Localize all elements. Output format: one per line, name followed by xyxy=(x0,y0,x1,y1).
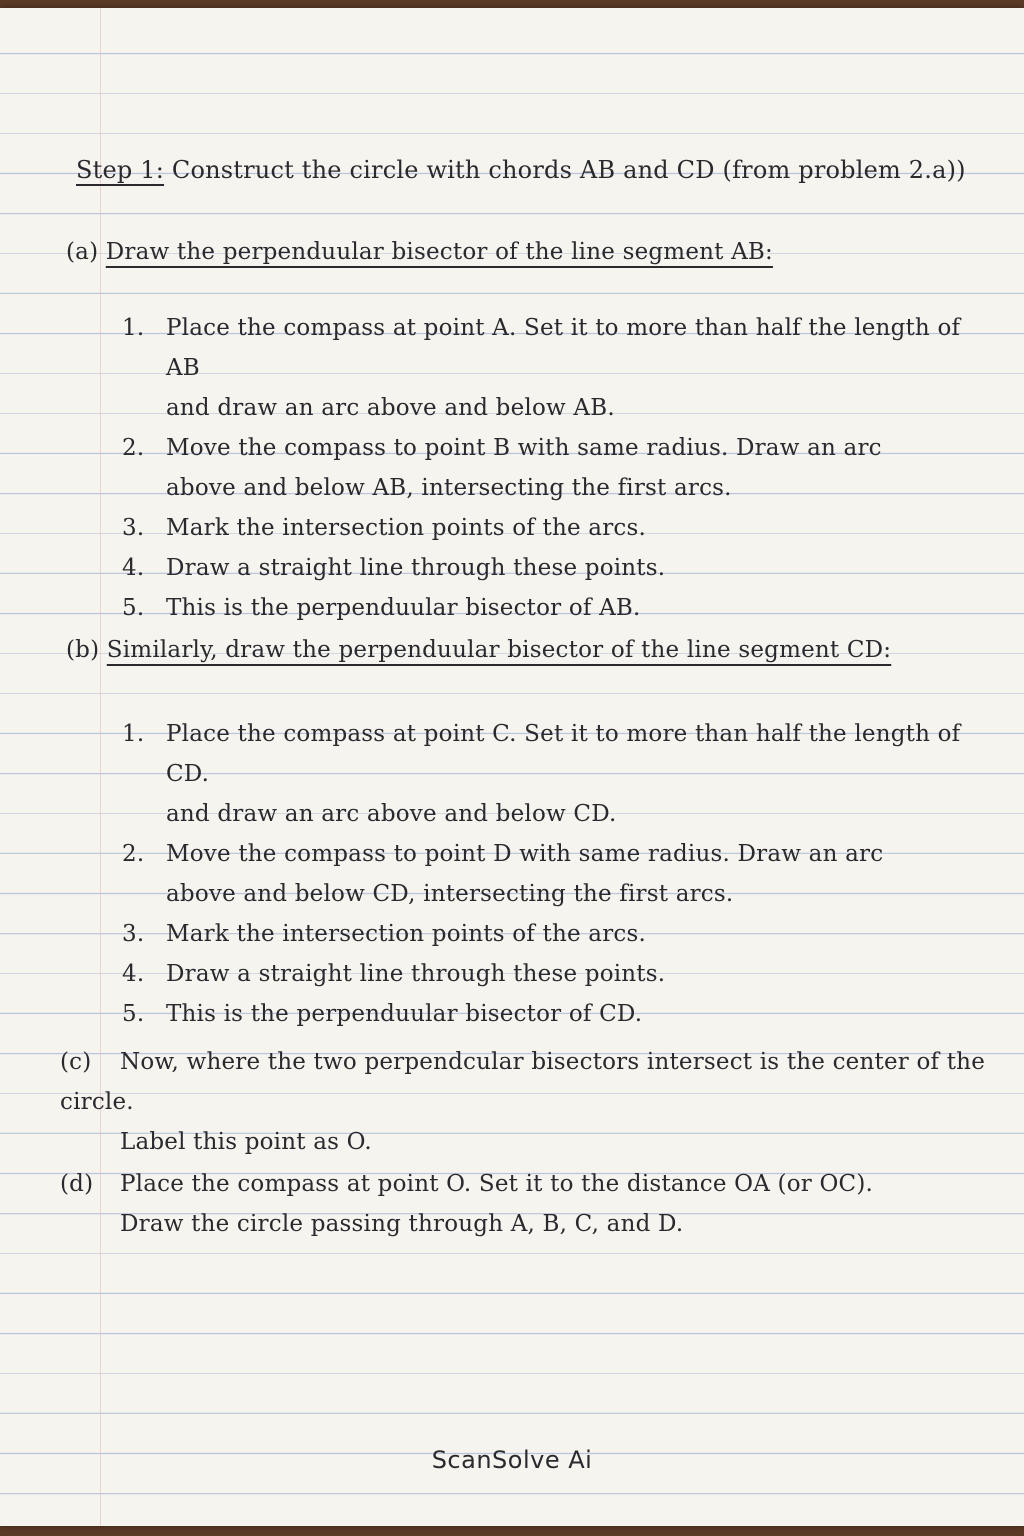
item-number: 2. xyxy=(122,435,145,461)
step-label: Step 1: xyxy=(76,156,165,184)
item-number: 5. xyxy=(122,1001,145,1027)
section-d-text-continued: Draw the circle passing through A, B, C, and D. xyxy=(120,1211,684,1237)
item-text-continued: above and below AB, intersecting the first arcs. xyxy=(166,475,732,501)
item-text: Draw a straight line through these points. xyxy=(166,961,666,987)
section-c-text-continued: Label this point as O. xyxy=(120,1129,372,1155)
item-number: 1. xyxy=(122,721,145,747)
item-text: Move the compass to point B with same radius. Draw an arc xyxy=(166,435,882,461)
item-text: Mark the intersection points of the arcs. xyxy=(166,921,647,947)
list-item xyxy=(122,994,982,1034)
item-text: This is the perpenduular bisector of AB. xyxy=(166,595,641,621)
list-item xyxy=(122,548,982,588)
footer-watermark: ScanSolve Ai xyxy=(431,1446,593,1474)
list-item xyxy=(122,428,982,508)
list-item xyxy=(122,588,982,628)
item-text-continued: above and below CD, intersecting the first arcs. xyxy=(166,881,734,907)
section-c xyxy=(60,1042,1000,1162)
item-text: Draw a straight line through these points. xyxy=(166,555,666,581)
title-text: Construct the circle with chords AB and CD (from problem 2.a)) xyxy=(171,156,966,184)
item-number: 5. xyxy=(122,595,145,621)
item-text-continued: and draw an arc above and below AB. xyxy=(166,395,615,421)
section-b-heading xyxy=(66,630,891,670)
section-b-steps xyxy=(122,714,982,1034)
section-c-text: Now, where the two perpendcular bisectors intersect is the center of the circle. xyxy=(60,1049,986,1115)
list-item xyxy=(122,914,982,954)
section-a-heading xyxy=(66,232,773,272)
section-d xyxy=(60,1164,1000,1244)
section-a-title: Draw the perpenduular bisector of the line segment AB: xyxy=(105,239,773,265)
item-number: 3. xyxy=(122,921,145,947)
section-d-text: Place the compass at point O. Set it to the distance OA (or OC). xyxy=(120,1171,874,1197)
item-number: 2. xyxy=(122,841,145,867)
section-b-label: (b) xyxy=(66,637,100,663)
item-text: Move the compass to point D with same radius. Draw an arc xyxy=(166,841,884,867)
section-a-steps xyxy=(122,308,982,628)
item-number: 4. xyxy=(122,555,145,581)
list-item xyxy=(122,714,982,834)
list-item xyxy=(122,954,982,994)
item-number: 3. xyxy=(122,515,145,541)
item-number: 1. xyxy=(122,315,145,341)
notebook-page xyxy=(0,8,1024,1526)
section-a-label: (a) xyxy=(66,239,99,265)
item-text: Mark the intersection points of the arcs. xyxy=(166,515,647,541)
section-c-label: (c) xyxy=(60,1049,92,1075)
section-d-label: (d) xyxy=(60,1171,94,1197)
item-text-continued: and draw an arc above and below CD. xyxy=(166,801,617,827)
page-title xyxy=(76,150,966,190)
item-text: Place the compass at point C. Set it to more than half the length of CD. xyxy=(166,721,961,787)
list-item xyxy=(122,508,982,548)
list-item xyxy=(122,308,982,428)
item-number: 4. xyxy=(122,961,145,987)
section-b-title: Similarly, draw the perpenduular bisector of the line segment CD: xyxy=(106,637,892,663)
item-text: Place the compass at point A. Set it to more than half the length of AB xyxy=(166,315,961,381)
item-text: This is the perpenduular bisector of CD. xyxy=(166,1001,643,1027)
list-item xyxy=(122,834,982,914)
